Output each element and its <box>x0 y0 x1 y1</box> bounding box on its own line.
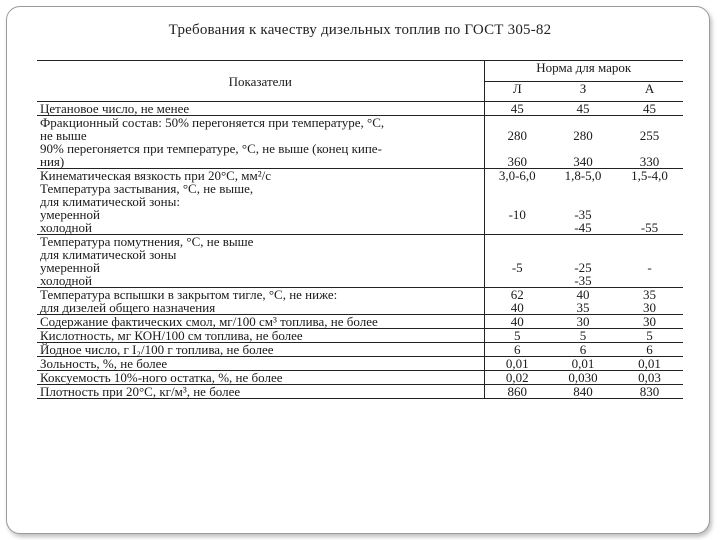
value-cell <box>616 385 683 399</box>
value-cell <box>484 329 550 343</box>
value-text: 45 <box>510 101 524 116</box>
value-text: 30 <box>643 300 656 315</box>
value-text: - <box>647 260 652 275</box>
header-brand-a: А <box>644 81 655 96</box>
indicator-text: Коксуемость 10%-ного остатка, %, не более <box>40 370 283 385</box>
page-title: Требования к качеству дизельных топлив по ГОСТ 305-82 <box>168 22 552 38</box>
value-cell <box>550 315 616 329</box>
table-row <box>37 116 683 169</box>
indicator-cell <box>37 357 484 371</box>
indicator-text: Кислотность, мг КОН/100 см топлива, не более <box>40 328 303 343</box>
value-text: 40 <box>576 287 590 302</box>
value-text: 35 <box>643 287 656 302</box>
indicator-text: для климатической зоны: <box>40 194 180 209</box>
value-text: -10 <box>508 207 526 222</box>
value-text: 45 <box>643 101 656 116</box>
value-text: 0,03 <box>638 370 661 385</box>
indicator-cell <box>37 371 484 385</box>
value-text: 0,01 <box>505 356 529 371</box>
value-text: 5 <box>579 328 587 343</box>
value-cell <box>550 385 616 399</box>
value-cell <box>484 116 550 169</box>
value-cell <box>550 102 616 116</box>
value-text: 62 <box>510 287 524 302</box>
indicator-text: умеренной <box>40 260 100 275</box>
header-indicator: Показатели <box>37 61 484 102</box>
table-row <box>37 235 683 288</box>
value-cell <box>616 357 683 371</box>
table-row <box>37 169 683 235</box>
value-text: 1,8-5,0 <box>564 168 602 183</box>
table-row <box>37 385 683 399</box>
value-text: 40 <box>510 314 524 329</box>
table-row <box>37 343 683 357</box>
value-text: 840 <box>573 384 593 399</box>
indicator-text: холодной <box>40 273 92 288</box>
indicator-cell <box>37 169 484 235</box>
indicator-text: для климатической зоны <box>40 247 177 262</box>
indicator-cell <box>37 385 484 399</box>
value-cell <box>550 371 616 385</box>
value-cell <box>484 343 550 357</box>
value-cell <box>550 343 616 357</box>
value-cell <box>616 343 683 357</box>
table-row <box>37 288 683 315</box>
value-text: 30 <box>643 314 656 329</box>
indicator-cell <box>37 329 484 343</box>
value-cell <box>616 288 683 315</box>
indicator-text: Фракционный состав: 50% перегоняется при температуре, °С, <box>40 115 385 130</box>
value-cell <box>550 288 616 315</box>
value-cell <box>484 102 550 116</box>
value-text <box>488 221 548 234</box>
value-text: 5 <box>646 328 653 343</box>
value-text: 255 <box>639 128 660 143</box>
value-cell <box>550 357 616 371</box>
value-text <box>619 274 680 287</box>
indicator-cell <box>37 116 484 169</box>
indicator-cell <box>37 102 484 116</box>
value-text: 40 <box>510 300 524 315</box>
value-cell <box>550 235 616 288</box>
value-cell <box>550 329 616 343</box>
value-cell <box>616 102 683 116</box>
value-cell <box>484 357 550 371</box>
value-text: -45 <box>574 220 592 235</box>
table-row <box>37 315 683 329</box>
header-brand-l: Л <box>484 82 550 102</box>
table-row <box>37 371 683 385</box>
value-text: 340 <box>573 154 593 169</box>
indicator-cell <box>37 288 484 315</box>
value-cell <box>484 315 550 329</box>
indicator-text: не выше <box>40 128 87 143</box>
value-text: 6 <box>579 342 587 357</box>
value-cell <box>616 315 683 329</box>
value-cell <box>484 385 550 399</box>
value-cell <box>484 169 550 235</box>
value-text: 30 <box>576 314 590 329</box>
indicator-text: 90% перегоняется при температуре, °С, не выше (конец кипе- <box>40 141 382 156</box>
indicator-text: Температура вспышки в закрытом тигле, °С, не ниже: <box>40 287 338 302</box>
header-norm: Норма для марок <box>484 61 683 82</box>
value-text: 0,01 <box>638 356 661 371</box>
indicator-text: для дизелей общего назначения <box>40 300 216 315</box>
value-text: 5 <box>514 328 521 343</box>
value-text: -35 <box>574 207 592 222</box>
indicator-text: Цетановое число, не менее <box>40 101 190 116</box>
value-text: 360 <box>507 154 527 169</box>
value-text: 6 <box>646 342 653 357</box>
value-text: 0,01 <box>571 356 595 371</box>
value-text: 1,5-4,0 <box>631 168 668 183</box>
value-text: 330 <box>639 154 660 169</box>
indicator-text: Температура застывания, °С, не выше, <box>40 181 254 196</box>
indicator-text: Содержание фактических смол, мг/100 см³ топлива, не более <box>40 314 378 329</box>
indicator-text: Кинематическая вязкость при 20°С, мм²/с <box>40 168 272 183</box>
gost-requirements-table <box>37 60 683 399</box>
value-text <box>488 274 548 287</box>
indicator-text: ния) <box>40 154 65 169</box>
indicator-text: Плотность при 20°С, кг/м³, не более <box>40 384 241 399</box>
value-cell <box>550 116 616 169</box>
value-text: -25 <box>574 260 592 275</box>
value-text: 35 <box>576 300 590 315</box>
value-text: 280 <box>507 128 527 143</box>
value-text: -35 <box>574 273 592 288</box>
indicator-cell <box>37 343 484 357</box>
value-text: 830 <box>639 384 660 399</box>
value-text: 280 <box>573 128 593 143</box>
table-row <box>37 357 683 371</box>
value-cell <box>616 371 683 385</box>
value-text: 45 <box>576 101 590 116</box>
indicator-text: Температура помутнения, °С, не выше <box>40 234 254 249</box>
value-text: 0,030 <box>568 370 598 385</box>
table-row <box>37 102 683 116</box>
value-cell <box>484 235 550 288</box>
value-text: -5 <box>511 260 523 275</box>
value-text: -55 <box>640 220 659 235</box>
value-cell <box>484 371 550 385</box>
value-cell <box>616 329 683 343</box>
value-text: 6 <box>514 342 521 357</box>
value-text: 860 <box>507 384 527 399</box>
value-cell <box>616 235 683 288</box>
value-cell <box>616 116 683 169</box>
value-text: 0,02 <box>505 370 529 385</box>
value-cell <box>616 169 683 235</box>
value-cell <box>484 288 550 315</box>
indicator-text: умеренной <box>40 207 100 222</box>
indicator-text: Йодное число, г I₂/100 г топлива, не более <box>40 342 274 357</box>
indicator-cell <box>37 235 484 288</box>
value-cell <box>550 169 616 235</box>
indicator-cell <box>37 315 484 329</box>
table-body <box>37 102 683 399</box>
indicator-text: холодной <box>40 220 92 235</box>
header-brand-z: З <box>579 81 587 96</box>
value-text: 3,0-6,0 <box>498 168 536 183</box>
indicator-text: Зольность, %, не более <box>40 356 168 371</box>
table-row <box>37 329 683 343</box>
